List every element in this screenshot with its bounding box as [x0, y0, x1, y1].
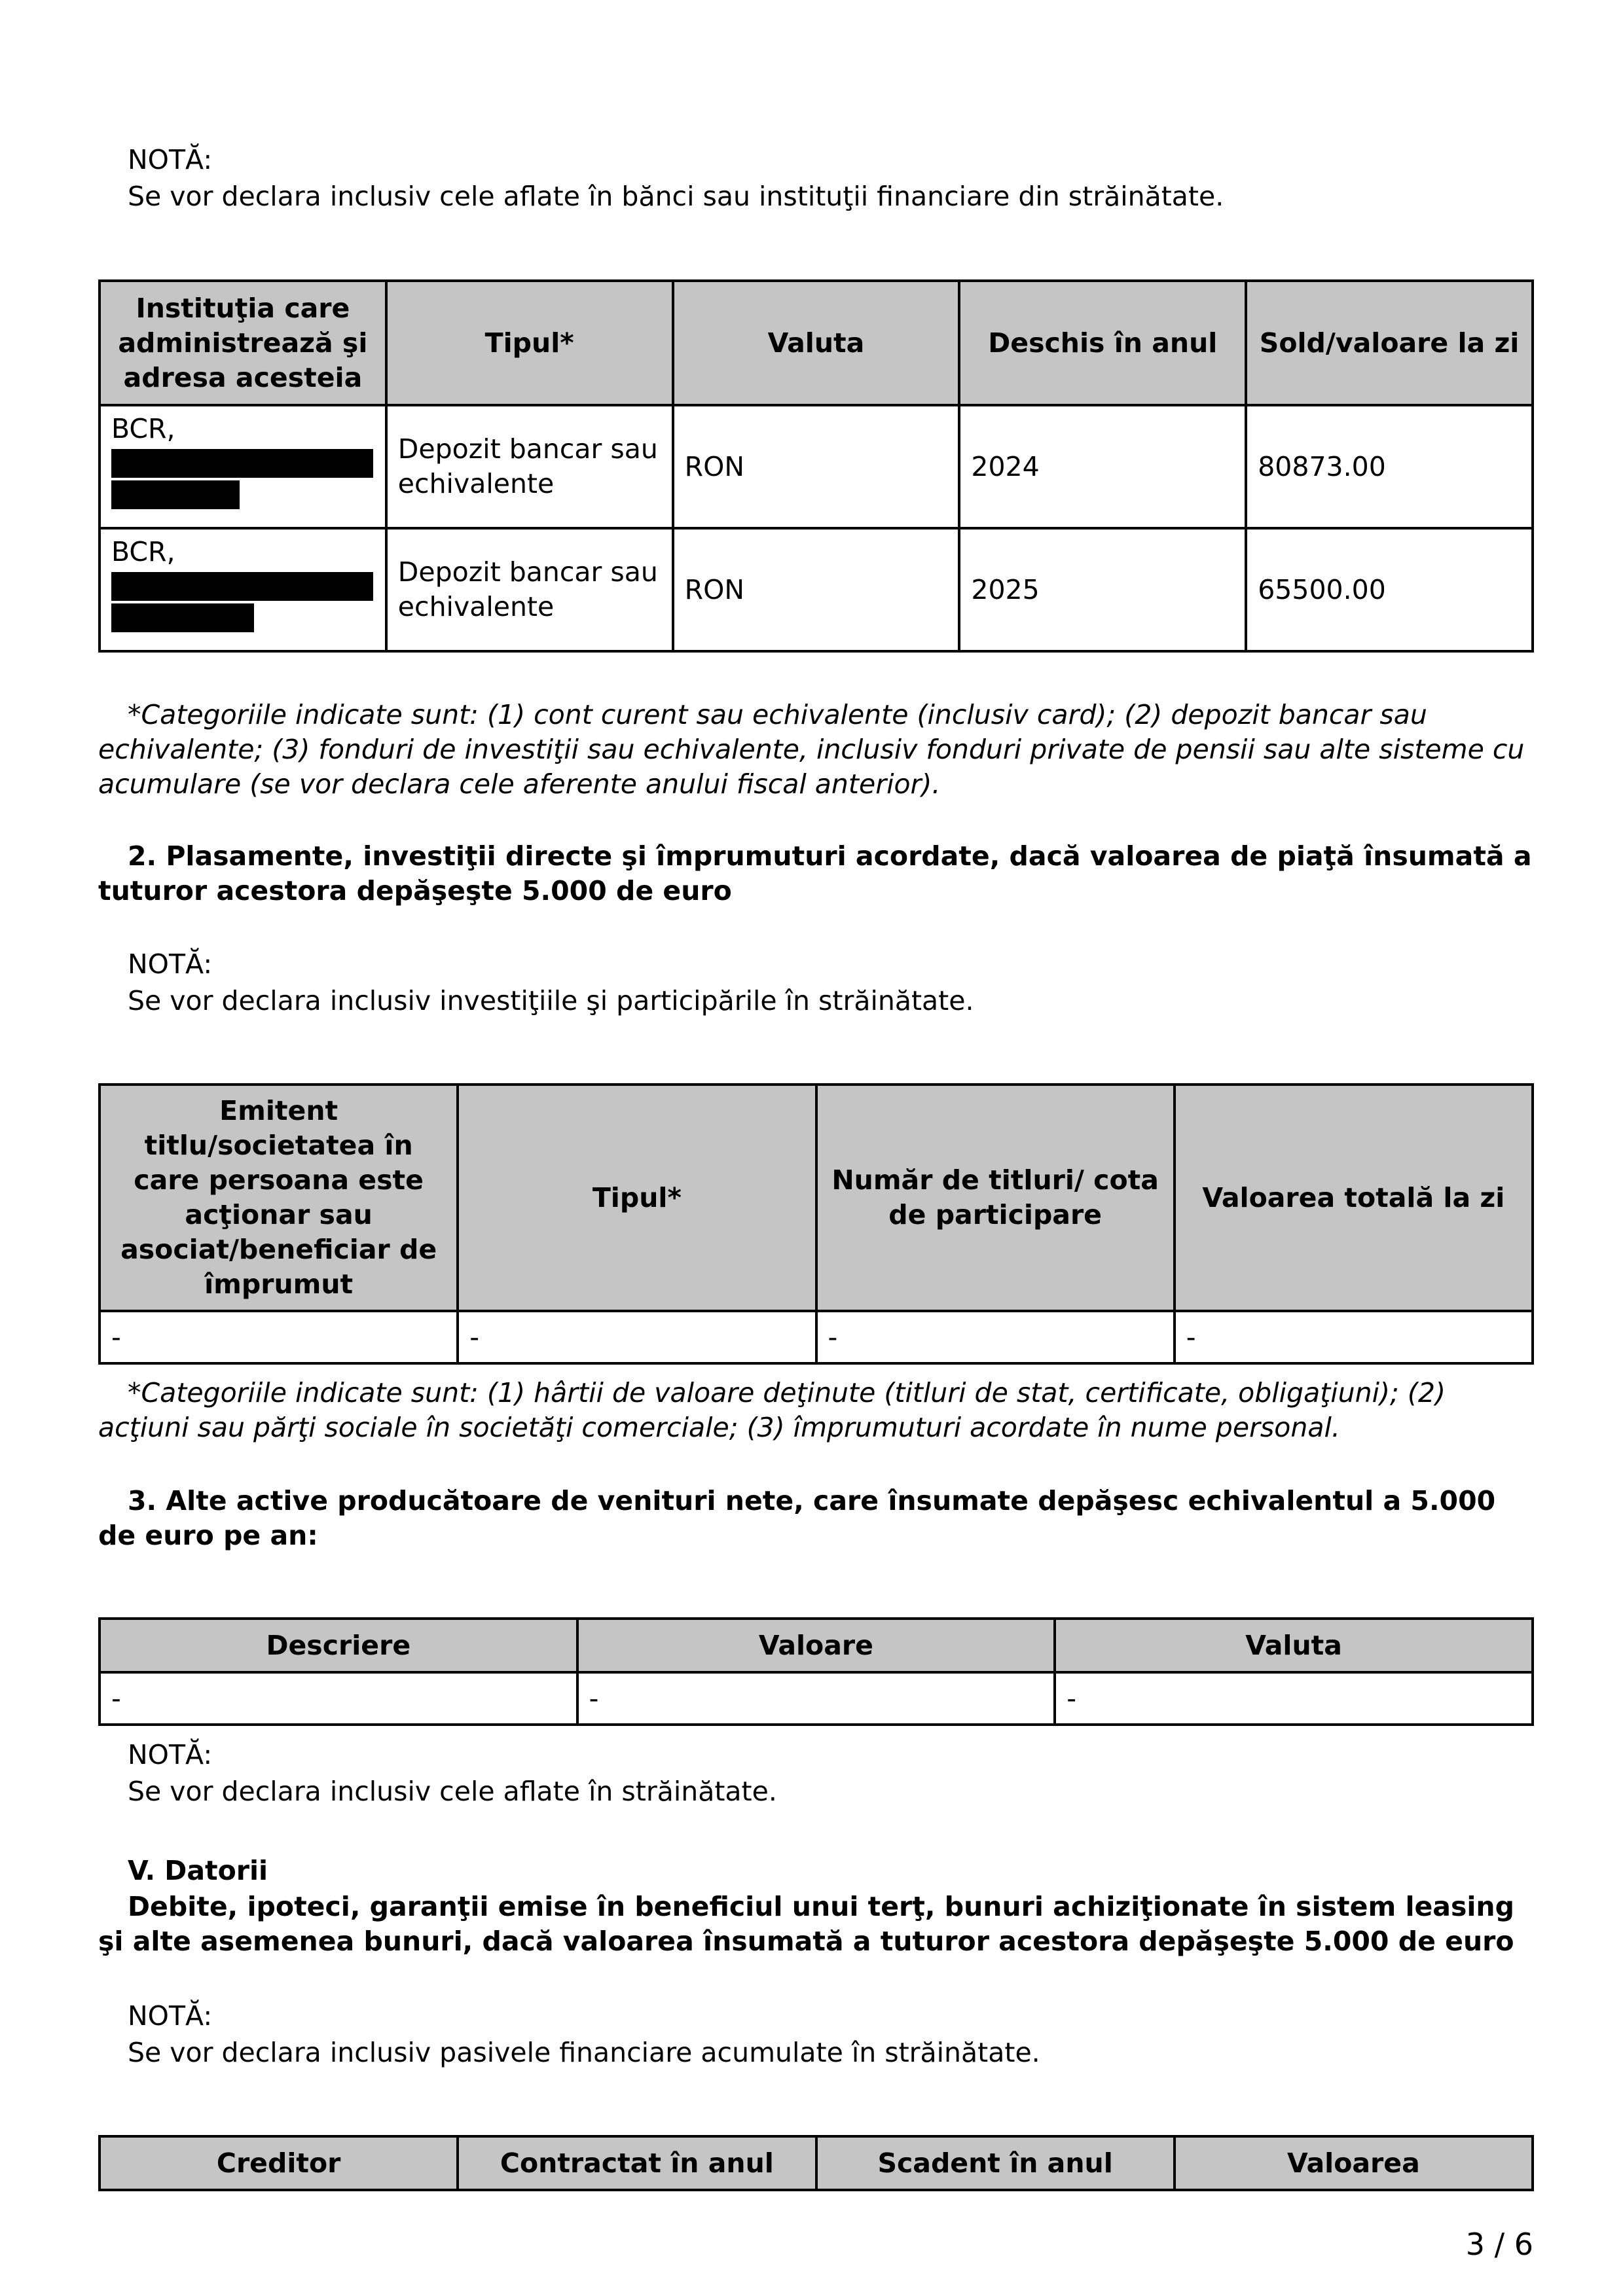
header-opened-year: Deschis în anul: [959, 281, 1246, 405]
header-total-value: Valoarea totală la zi: [1175, 1085, 1533, 1311]
type-cell: Depozit bancar sau echivalente: [386, 528, 673, 651]
header-currency: Valuta: [1055, 1619, 1533, 1672]
header-balance: Sold/valoare la zi: [1246, 281, 1533, 405]
note-text: Se vor declara inclusiv cele aflate în străinătate.: [128, 1776, 777, 1807]
note-label: NOTĂ:: [128, 2000, 213, 2032]
table-header-row: [100, 1085, 1533, 1311]
total-value-cell: -: [1175, 1311, 1533, 1363]
description-cell: -: [100, 1672, 577, 1725]
currency-cell: RON: [673, 528, 960, 651]
table-row: [100, 1672, 1533, 1725]
type-cell: Depozit bancar sau echivalente: [386, 405, 673, 528]
header-currency: Valuta: [673, 281, 960, 405]
header-due-year: Scadent în anul: [816, 2136, 1175, 2190]
header-issuer: Emitent titlu/societatea în care persoana este acţionar sau asociat/beneficiar de împrumut: [100, 1085, 458, 1311]
redacted-address: [111, 572, 373, 601]
section-3-title: 3. Alte active producătoare de venituri nete, care însumate depăşesc echivalentul a 5.000 de euro pe an:: [98, 1485, 1496, 1551]
header-contracted-year: Contractat în anul: [458, 2136, 816, 2190]
table-row: [100, 528, 1533, 651]
note-label: NOTĂ:: [128, 1739, 213, 1770]
footnote-categories-2: *Categoriile indicate sunt: (1) hârtii de valoare deţinute (titluri de stat, certificate, obligaţiuni); (2) acţiuni sau părţi sociale în societăţi comerciale; (3) împrumuturi acordate în nume personal.: [98, 1377, 1446, 1443]
header-share-count: Număr de titluri/ cota de participare: [816, 1085, 1175, 1311]
note-text: Se vor declara inclusiv pasivele financiare acumulate în străinătate.: [128, 2037, 1040, 2068]
note-text: Se vor declara inclusiv investiţiile şi participările în străinătate.: [128, 985, 974, 1016]
bank-accounts-table: [98, 279, 1534, 653]
year-cell: 2025: [959, 528, 1246, 651]
institution-cell: [100, 405, 386, 528]
institution-cell: [100, 528, 386, 651]
note-block-2: [128, 946, 974, 1019]
header-amount: Valoarea: [1175, 2136, 1533, 2190]
balance-cell: 80873.00: [1246, 405, 1533, 528]
note-label: NOTĂ:: [128, 144, 213, 175]
table-row: [100, 405, 1533, 528]
section-2-title: 2. Plasamente, investiţii directe şi împrumuturi acordate, dacă valoarea de piaţă însumată a tuturor acestora depăşeşte 5.000 de euro: [98, 840, 1532, 906]
balance-cell: 65500.00: [1246, 528, 1533, 651]
redacted-address: [111, 480, 240, 509]
note-block-1: [128, 141, 1224, 215]
redacted-address: [111, 603, 254, 632]
share-count-cell: -: [816, 1311, 1175, 1363]
table-row: [100, 1311, 1533, 1363]
issuer-cell: -: [100, 1311, 458, 1363]
table-header-row: [100, 281, 1533, 405]
header-description: Descriere: [100, 1619, 577, 1672]
value-cell: -: [577, 1672, 1055, 1725]
header-institution: Instituţia care administrează şi adresa acesteia: [100, 281, 386, 405]
header-creditor: Creditor: [100, 2136, 458, 2190]
section-5-subtitle: Debite, ipoteci, garanţii emise în beneficiul unui terţ, bunuri achiziţionate în sistem leasing şi alte asemenea bunuri, dacă valoarea însumată a tuturor acestora depăşeşte 5.000 de euro: [98, 1891, 1514, 1957]
year-cell: 2024: [959, 405, 1246, 528]
note-label: NOTĂ:: [128, 948, 213, 980]
currency-cell: RON: [673, 405, 960, 528]
currency-cell: -: [1055, 1672, 1533, 1725]
page-number: 3 / 6: [1465, 2227, 1533, 2262]
redacted-address: [111, 449, 373, 478]
institution-name: BCR,: [111, 413, 175, 444]
header-type: Tipul*: [386, 281, 673, 405]
note-block-3: [128, 1736, 777, 1810]
type-cell: -: [458, 1311, 816, 1363]
table-header-row: [100, 1619, 1533, 1672]
other-assets-table: [98, 1617, 1534, 1726]
header-type: Tipul*: [458, 1085, 816, 1311]
table-header-row: [100, 2136, 1533, 2190]
debts-table: [98, 2135, 1534, 2191]
institution-name: BCR,: [111, 536, 175, 567]
section-5-title: V. Datorii: [128, 1855, 268, 1886]
header-value: Valoare: [577, 1619, 1055, 1672]
investments-table: [98, 1083, 1534, 1365]
footnote-categories-1: *Categoriile indicate sunt: (1) cont curent sau echivalente (inclusiv card); (2) depozit bancar sau echivalente; (3) fonduri de investiţii sau echivalente, inclusiv fonduri private de pensii sau alte sisteme cu acumulare (se vor declara cele aferente anului fiscal anterior).: [98, 699, 1525, 800]
note-block-4: [128, 1998, 1040, 2071]
note-text: Se vor declara inclusiv cele aflate în bănci sau instituţii financiare din străinătate.: [128, 181, 1224, 212]
